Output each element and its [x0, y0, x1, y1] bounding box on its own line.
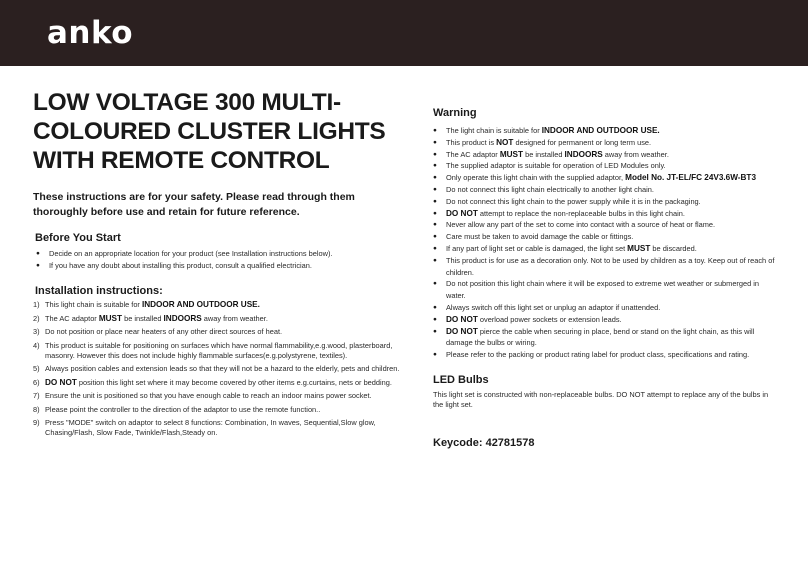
item-text: The AC adaptor — [45, 313, 99, 323]
item-text: Do not position or place near heaters of any other direct sources of heat. — [45, 327, 283, 336]
item-number: 7) — [33, 391, 40, 400]
installation-heading: Installation instructions: — [35, 285, 163, 297]
item-text: be installed — [523, 149, 565, 159]
item-text: Press "MODE" switch on adaptor to select 8 functions: Combination, In waves, Sequential,Slow glow, Chasing/Flash, Slow Fade, Twinkle/Flash,Steady on. — [45, 418, 376, 437]
list-item — [430, 231, 780, 243]
item-number: 4) — [33, 340, 40, 350]
list-item — [430, 208, 780, 220]
item-text: This product is suitable for positioning on surfaces which have normal flammability,e.g.wood, plasterboard, masonry. However this does not include highly flammable surfaces(e.g.polystyrene, textiles). — [45, 340, 393, 360]
list-item — [430, 196, 780, 208]
item-emphasis: NOT — [496, 137, 514, 147]
item-number: 3) — [33, 327, 40, 336]
before-you-start-heading: Before You Start — [35, 232, 121, 244]
item-text: Do not position this light chain where it will be exposed to extreme wet weather or submerged in water. — [446, 279, 760, 301]
list-item — [430, 149, 780, 161]
list-item: ● If you have any doubt about installing this product, consult a qualified electrician. — [33, 260, 403, 272]
led-bulbs-heading: LED Bulbs — [433, 374, 489, 386]
list-item — [33, 391, 401, 401]
list-item — [430, 243, 780, 255]
warning-list — [430, 125, 780, 361]
item-text: This product is for use as a decoration only. Not to be used by children as a toy. Keep out of reach of children. — [446, 255, 775, 277]
item-text: Please refer to the packing or product rating label for product class, specifications and rating. — [446, 350, 750, 360]
item-text: pierce the cable when securing in place, bend or stand on the light chain, as this will damage the bulbs or wiring. — [446, 326, 755, 348]
list-item — [33, 364, 401, 374]
before-you-start-list — [33, 248, 403, 272]
list-item — [33, 300, 401, 310]
item-text: If any part of light set or cable is damaged, the light set — [446, 243, 628, 253]
item-emphasis: DO NOT — [446, 314, 478, 324]
item-text: Ensure the unit is positioned so that you have enough cable to reach an indoor mains power socket. — [45, 391, 372, 400]
item-emphasis: INDOOR AND OUTDOOR USE. — [141, 300, 260, 309]
item-number: 9) — [33, 418, 40, 427]
keycode: Keycode: 42781578 — [433, 437, 535, 449]
item-text: Only operate this light chain with the supplied adaptor, — [446, 173, 626, 183]
item-emphasis: INDOOR AND OUTDOOR USE. — [541, 126, 660, 135]
item-text: away from weather. — [201, 313, 268, 323]
item-emphasis: INDOORS — [564, 149, 603, 159]
item-text: This product is — [446, 137, 497, 147]
list-item — [33, 314, 401, 324]
item-text: Do not connect this light chain electrically to another light chain. — [446, 184, 654, 194]
list-item: ● Decide on an appropriate location for your product (see Installation instructions below). — [33, 248, 403, 260]
list-item — [33, 341, 401, 361]
item-text: Always position cables and extension leads so that they will not be a hazard to the elderly, pets and children. — [45, 364, 400, 373]
list-item — [430, 302, 780, 314]
item-text: Always switch off this light set or unplug an adaptor if unattended. — [446, 302, 661, 312]
list-item — [430, 314, 780, 326]
item-text: Care must be taken to avoid damage the cable or fittings. — [446, 232, 634, 242]
item-text: This light chain is suitable for — [45, 300, 142, 309]
item-emphasis: Model No. JT-EL/FC 24V3.6W-BT3 — [625, 173, 756, 183]
item-text: Please point the controller to the direction of the adaptor to use the remote function.. — [45, 404, 321, 414]
item-text: Never allow any part of the set to come into contact with a source of heat or flame. — [446, 220, 716, 230]
list-item — [33, 418, 401, 438]
list-item — [430, 160, 780, 172]
item-number: 6) — [33, 377, 40, 387]
warning-heading: Warning — [433, 107, 477, 119]
item-text: be discarded. — [650, 243, 697, 253]
installation-list — [33, 300, 401, 442]
list-item — [33, 327, 401, 337]
list-item — [430, 326, 780, 350]
safety-intro: These instructions are for your safety. Please read through them thoroughly before use and retain for future reference. — [33, 191, 355, 218]
item-text: The light chain is suitable for — [446, 126, 542, 135]
item-number: 5) — [33, 364, 40, 373]
item-text: designed for permanent or long term use. — [513, 137, 652, 147]
list-item — [430, 255, 780, 279]
list-item — [430, 184, 780, 196]
list-item — [430, 172, 780, 184]
item-emphasis: DO NOT — [446, 326, 478, 336]
item-text: overload power sockets or extension leads. — [477, 314, 622, 324]
item-emphasis: MUST — [499, 149, 524, 159]
list-item — [430, 125, 780, 137]
item-text: position this light set where it may become covered by other items e.g.curtains, nets or bedding. — [76, 377, 392, 387]
anko-logo: anko — [47, 15, 134, 51]
item-emphasis: MUST — [627, 243, 651, 253]
item-emphasis: INDOORS — [163, 313, 202, 323]
page-title: LOW VOLTAGE 300 MULTI-COLOURED CLUSTER LIGHTS WITH REMOTE CONTROL — [33, 89, 386, 174]
item-number: 8) — [33, 404, 40, 414]
list-item — [430, 278, 780, 302]
item-emphasis: MUST — [98, 313, 123, 323]
item-text: away from weather. — [602, 149, 669, 159]
item-text: The supplied adaptor is suitable for operation of LED Modules only. — [446, 161, 666, 171]
item-emphasis: DO NOT — [45, 377, 77, 387]
list-item — [430, 219, 780, 231]
item-text: attempt to replace the non-replaceable bulbs in this light chain. — [477, 208, 685, 218]
list-item — [430, 137, 780, 149]
item-text: The AC adaptor — [446, 149, 500, 159]
item-emphasis: DO NOT — [446, 208, 478, 218]
item-number: 1) — [33, 300, 40, 309]
item-number: 2) — [33, 313, 40, 323]
list-item — [33, 378, 401, 388]
item-text: be installed — [122, 313, 164, 323]
list-item — [33, 405, 401, 415]
list-item — [430, 349, 780, 361]
led-bulbs-text: This light set is constructed with non-replaceable bulbs. DO NOT attempt to replace any of the bulbs in the light set. — [433, 390, 769, 409]
brand-header — [0, 0, 808, 66]
item-text: Do not connect this light chain to the power supply while it is in the packaging. — [446, 196, 701, 206]
